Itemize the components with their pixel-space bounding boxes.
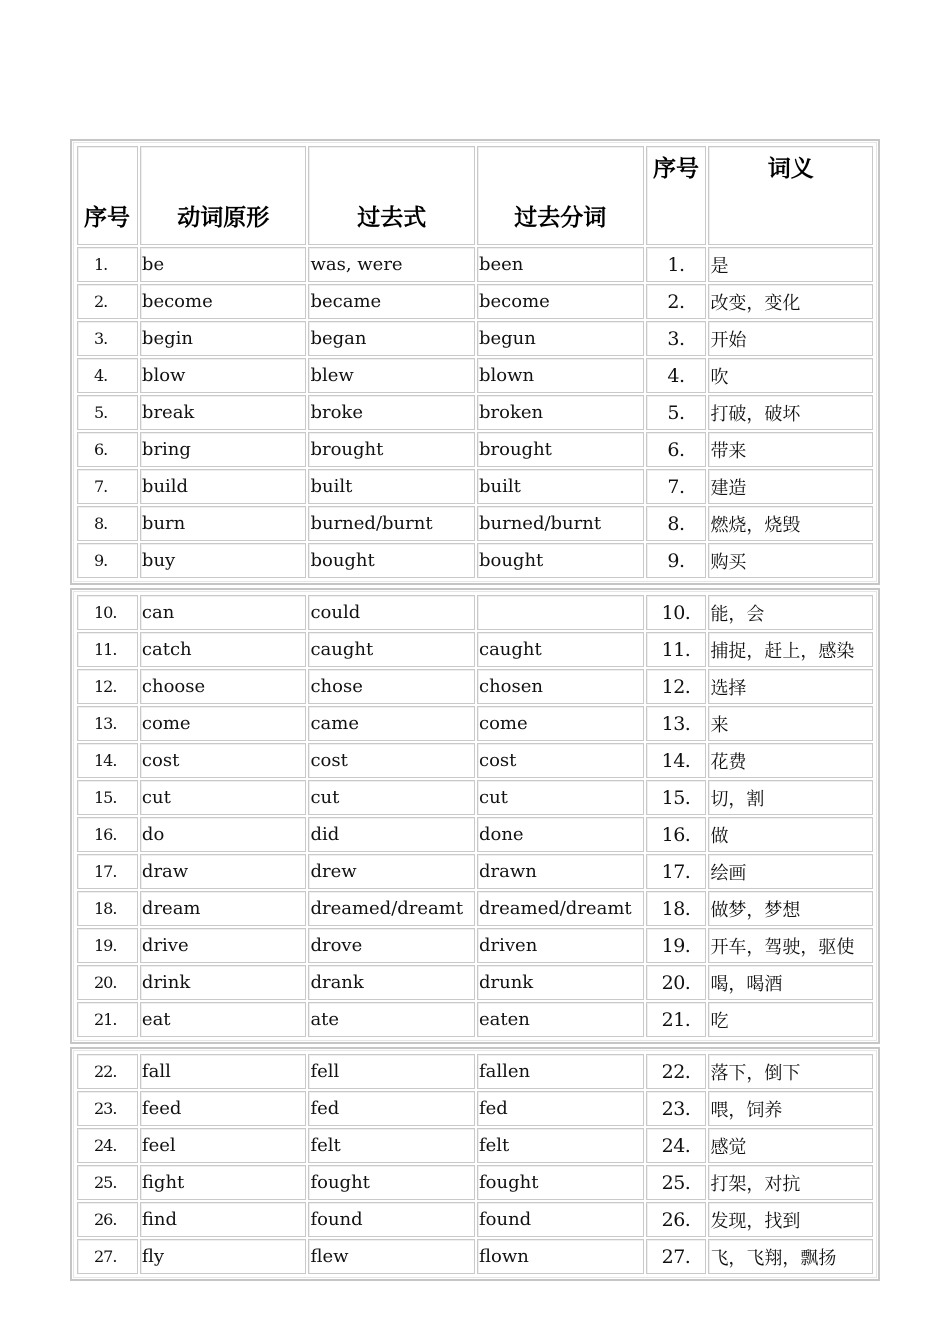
verb-past-participle: fed <box>477 1091 644 1126</box>
verb-past-tense: broke <box>308 395 475 430</box>
row-index-2: 4. <box>646 358 707 393</box>
row-index-2: 1. <box>646 247 707 282</box>
row-index: 11. <box>77 632 138 667</box>
verb-past-tense: could <box>308 595 475 630</box>
row-index: 22. <box>77 1054 138 1089</box>
verb-past-participle: been <box>477 247 644 282</box>
header-row <box>77 146 873 245</box>
verb-meaning: 打破，破坏 <box>708 395 873 430</box>
verb-base-form: draw <box>140 854 307 889</box>
verb-base-form: bring <box>140 432 307 467</box>
table-row <box>77 669 873 704</box>
verb-meaning: 开车，驾驶，驱使 <box>708 928 873 963</box>
table-row <box>77 743 873 778</box>
verb-base-form: blow <box>140 358 307 393</box>
verb-meaning: 吃 <box>708 1002 873 1037</box>
row-index: 23. <box>77 1091 138 1126</box>
verb-meaning: 是 <box>708 247 873 282</box>
verb-past-participle: fallen <box>477 1054 644 1089</box>
row-index: 16. <box>77 817 138 852</box>
verb-base-form: find <box>140 1202 307 1237</box>
verb-past-participle: chosen <box>477 669 644 704</box>
verb-past-participle: felt <box>477 1128 644 1163</box>
row-index: 5. <box>77 395 138 430</box>
table-row <box>77 395 873 430</box>
verb-past-participle: begun <box>477 321 644 356</box>
row-index: 26. <box>77 1202 138 1237</box>
verb-past-participle: burned/burnt <box>477 506 644 541</box>
verb-meaning: 做 <box>708 817 873 852</box>
verb-meaning: 带来 <box>708 432 873 467</box>
row-index-2: 25. <box>646 1165 707 1200</box>
row-index-2: 10. <box>646 595 707 630</box>
verb-past-participle <box>477 595 644 630</box>
verb-past-tense: found <box>308 1202 475 1237</box>
verb-base-form: feed <box>140 1091 307 1126</box>
row-index-2: 15. <box>646 780 707 815</box>
table-row <box>77 632 873 667</box>
verb-past-tense: did <box>308 817 475 852</box>
verb-past-tense: fell <box>308 1054 475 1089</box>
header-index-2: 序号 <box>646 146 707 245</box>
verb-meaning: 能，会 <box>708 595 873 630</box>
verb-table-section-1 <box>75 144 875 580</box>
row-index: 10. <box>77 595 138 630</box>
header-meaning: 词义 <box>708 146 873 245</box>
verb-past-tense: caught <box>308 632 475 667</box>
header-past-tense: 过去式 <box>308 146 475 245</box>
verb-meaning: 绘画 <box>708 854 873 889</box>
verb-past-participle: driven <box>477 928 644 963</box>
row-index-2: 3. <box>646 321 707 356</box>
table-row <box>77 543 873 578</box>
verb-meaning: 飞，飞翔，飘扬 <box>708 1239 873 1274</box>
verb-past-participle: blown <box>477 358 644 393</box>
verb-base-form: drink <box>140 965 307 1000</box>
verb-past-participle: cost <box>477 743 644 778</box>
row-index-2: 16. <box>646 817 707 852</box>
table-row <box>77 1128 873 1163</box>
verb-meaning: 选择 <box>708 669 873 704</box>
table-block-c-to-e <box>70 588 880 1044</box>
row-index: 7. <box>77 469 138 504</box>
verb-past-participle: drunk <box>477 965 644 1000</box>
verb-meaning: 花费 <box>708 743 873 778</box>
row-index: 27. <box>77 1239 138 1274</box>
row-index-2: 12. <box>646 669 707 704</box>
verb-past-tense: felt <box>308 1128 475 1163</box>
table-row <box>77 284 873 319</box>
verb-base-form: be <box>140 247 307 282</box>
verb-past-tense: fought <box>308 1165 475 1200</box>
verb-base-form: choose <box>140 669 307 704</box>
table-row <box>77 469 873 504</box>
table-row <box>77 1239 873 1274</box>
verb-meaning: 来 <box>708 706 873 741</box>
verb-past-tense: built <box>308 469 475 504</box>
table-row <box>77 1165 873 1200</box>
verb-past-tense: came <box>308 706 475 741</box>
verb-base-form: do <box>140 817 307 852</box>
verb-meaning: 发现，找到 <box>708 1202 873 1237</box>
row-index: 13. <box>77 706 138 741</box>
verb-past-tense: began <box>308 321 475 356</box>
table-block-f <box>70 1047 880 1281</box>
verb-table-section-3 <box>75 1052 875 1276</box>
table-row <box>77 1202 873 1237</box>
table-row <box>77 780 873 815</box>
table-row <box>77 854 873 889</box>
verb-past-participle: flown <box>477 1239 644 1274</box>
table-row <box>77 1054 873 1089</box>
row-index-2: 9. <box>646 543 707 578</box>
row-index: 6. <box>77 432 138 467</box>
table-row <box>77 247 873 282</box>
table-row <box>77 1002 873 1037</box>
row-index: 12. <box>77 669 138 704</box>
row-index-2: 6. <box>646 432 707 467</box>
verb-past-participle: done <box>477 817 644 852</box>
row-index-2: 2. <box>646 284 707 319</box>
verb-past-tense: drank <box>308 965 475 1000</box>
verb-meaning: 改变，变化 <box>708 284 873 319</box>
row-index-2: 26. <box>646 1202 707 1237</box>
verb-meaning: 喂，饲养 <box>708 1091 873 1126</box>
verb-past-participle: come <box>477 706 644 741</box>
row-index: 8. <box>77 506 138 541</box>
verb-base-form: cost <box>140 743 307 778</box>
table-row <box>77 706 873 741</box>
verb-past-tense: bought <box>308 543 475 578</box>
verb-meaning: 吹 <box>708 358 873 393</box>
verb-past-tense: fed <box>308 1091 475 1126</box>
verb-base-form: dream <box>140 891 307 926</box>
verb-base-form: begin <box>140 321 307 356</box>
verb-past-participle: brought <box>477 432 644 467</box>
verb-past-tense: cut <box>308 780 475 815</box>
verb-past-participle: broken <box>477 395 644 430</box>
row-index-2: 27. <box>646 1239 707 1274</box>
verb-base-form: catch <box>140 632 307 667</box>
verb-past-tense: burned/burnt <box>308 506 475 541</box>
verb-meaning: 捕捉，赶上，感染 <box>708 632 873 667</box>
row-index: 4. <box>77 358 138 393</box>
row-index: 1. <box>77 247 138 282</box>
table-row <box>77 358 873 393</box>
verb-past-tense: flew <box>308 1239 475 1274</box>
verb-base-form: feel <box>140 1128 307 1163</box>
row-index: 15. <box>77 780 138 815</box>
verb-past-participle: cut <box>477 780 644 815</box>
row-index: 20. <box>77 965 138 1000</box>
row-index-2: 17. <box>646 854 707 889</box>
verb-table-section-2 <box>75 593 875 1039</box>
verb-base-form: buy <box>140 543 307 578</box>
row-index-2: 21. <box>646 1002 707 1037</box>
row-index: 24. <box>77 1128 138 1163</box>
row-index: 14. <box>77 743 138 778</box>
table-row <box>77 506 873 541</box>
verb-base-form: can <box>140 595 307 630</box>
verb-base-form: eat <box>140 1002 307 1037</box>
table-row <box>77 1091 873 1126</box>
verb-past-participle: become <box>477 284 644 319</box>
verb-past-tense: dreamed/dreamt <box>308 891 475 926</box>
row-index-2: 11. <box>646 632 707 667</box>
verb-past-tense: brought <box>308 432 475 467</box>
row-index: 17. <box>77 854 138 889</box>
verb-meaning: 做梦，梦想 <box>708 891 873 926</box>
verb-past-participle: built <box>477 469 644 504</box>
table-row <box>77 432 873 467</box>
verb-meaning: 切，割 <box>708 780 873 815</box>
verb-past-tense: ate <box>308 1002 475 1037</box>
verb-base-form: break <box>140 395 307 430</box>
verb-past-participle: found <box>477 1202 644 1237</box>
row-index: 21. <box>77 1002 138 1037</box>
row-index-2: 14. <box>646 743 707 778</box>
verb-base-form: cut <box>140 780 307 815</box>
verb-past-participle: fought <box>477 1165 644 1200</box>
verb-meaning: 打架，对抗 <box>708 1165 873 1200</box>
row-index-2: 22. <box>646 1054 707 1089</box>
row-index-2: 20. <box>646 965 707 1000</box>
row-index-2: 8. <box>646 506 707 541</box>
verb-meaning: 建造 <box>708 469 873 504</box>
verb-past-participle: drawn <box>477 854 644 889</box>
table-row <box>77 891 873 926</box>
verb-past-tense: became <box>308 284 475 319</box>
verb-base-form: fly <box>140 1239 307 1274</box>
table-block-header-a-to-b <box>70 139 880 585</box>
row-index-2: 23. <box>646 1091 707 1126</box>
verb-past-tense: drove <box>308 928 475 963</box>
verb-table <box>70 139 880 1281</box>
row-index-2: 24. <box>646 1128 707 1163</box>
verb-meaning: 燃烧，烧毁 <box>708 506 873 541</box>
verb-past-tense: blew <box>308 358 475 393</box>
verb-meaning: 购买 <box>708 543 873 578</box>
verb-base-form: come <box>140 706 307 741</box>
row-index-2: 18. <box>646 891 707 926</box>
verb-base-form: fight <box>140 1165 307 1200</box>
verb-base-form: drive <box>140 928 307 963</box>
verb-meaning: 落下，倒下 <box>708 1054 873 1089</box>
row-index: 9. <box>77 543 138 578</box>
table-row <box>77 595 873 630</box>
row-index-2: 5. <box>646 395 707 430</box>
table-row <box>77 928 873 963</box>
row-index-2: 13. <box>646 706 707 741</box>
verb-base-form: become <box>140 284 307 319</box>
row-index: 19. <box>77 928 138 963</box>
header-past-participle: 过去分词 <box>477 146 644 245</box>
row-index: 3. <box>77 321 138 356</box>
verb-base-form: burn <box>140 506 307 541</box>
header-base-form: 动词原形 <box>140 146 307 245</box>
verb-base-form: build <box>140 469 307 504</box>
row-index-2: 19. <box>646 928 707 963</box>
verb-meaning: 感觉 <box>708 1128 873 1163</box>
verb-past-participle: bought <box>477 543 644 578</box>
verb-past-tense: drew <box>308 854 475 889</box>
verb-meaning: 喝，喝酒 <box>708 965 873 1000</box>
verb-past-participle: caught <box>477 632 644 667</box>
row-index-2: 7. <box>646 469 707 504</box>
row-index: 2. <box>77 284 138 319</box>
table-row <box>77 321 873 356</box>
row-index: 25. <box>77 1165 138 1200</box>
verb-base-form: fall <box>140 1054 307 1089</box>
table-row <box>77 965 873 1000</box>
verb-past-participle: eaten <box>477 1002 644 1037</box>
verb-past-tense: cost <box>308 743 475 778</box>
header-index: 序号 <box>77 146 138 245</box>
verb-past-tense: chose <box>308 669 475 704</box>
verb-meaning: 开始 <box>708 321 873 356</box>
verb-past-tense: was, were <box>308 247 475 282</box>
verb-past-participle: dreamed/dreamt <box>477 891 644 926</box>
table-row <box>77 817 873 852</box>
row-index: 18. <box>77 891 138 926</box>
